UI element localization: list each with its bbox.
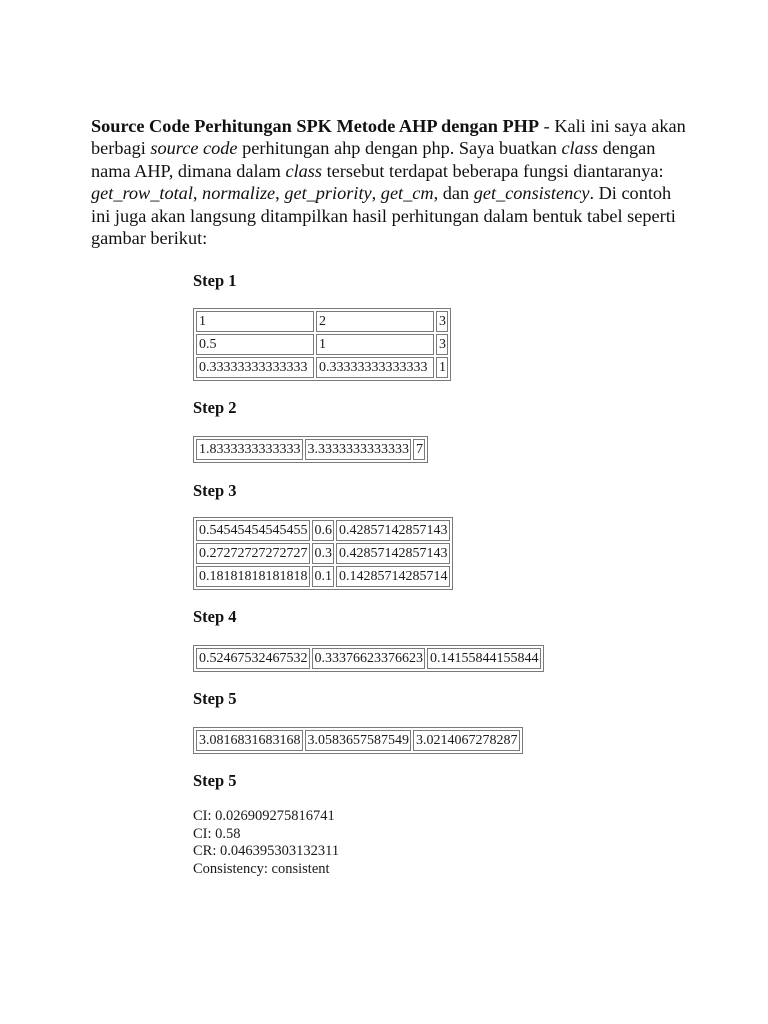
intro-fn-normalize: normalize xyxy=(202,183,276,204)
table-cell: 2 xyxy=(316,311,434,332)
intro-separator: - xyxy=(539,116,555,136)
step-1-table xyxy=(193,308,451,381)
table-cell: 0.27272727272727 xyxy=(196,543,310,564)
table-cell: 7 xyxy=(413,439,425,460)
step-2-table xyxy=(193,436,428,463)
consistency-results xyxy=(193,808,339,878)
table-cell: 0.42857142857143 xyxy=(336,543,450,564)
table-cell: 0.14155844155844 xyxy=(427,648,541,669)
intro-text-4: tersebut terdapat beberapa fungsi diantaranya: xyxy=(322,160,664,181)
intro-text-3: dengan nama AHP, dimana dalam xyxy=(91,138,656,181)
table-cell: 1 xyxy=(196,311,314,332)
intro-term-class-1: class xyxy=(561,138,598,159)
table-cell: 0.1 xyxy=(312,566,335,587)
table-row xyxy=(196,311,448,332)
intro-text-2: perhitungan ahp dengan php. Saya buatkan xyxy=(237,138,562,159)
table-cell: 0.14285714285714 xyxy=(336,566,450,587)
table-row xyxy=(196,520,450,541)
table-row xyxy=(196,439,425,460)
ri-line: CI: 0.58 xyxy=(193,825,241,842)
intro-text-1: Kali ini saya akan berbagi xyxy=(91,116,686,159)
table-cell: 3.0583657587549 xyxy=(305,730,412,751)
table-cell: 1 xyxy=(316,334,434,355)
intro-fn-get-priority: get_priority xyxy=(284,183,372,204)
intro-fn-get-row-total: get_row_total xyxy=(91,183,193,204)
step-2-heading: Step 2 xyxy=(193,398,237,417)
table-cell: 0.33376623376623 xyxy=(312,648,426,669)
intro-comma-1: , xyxy=(192,183,203,204)
table-cell: 0.3 xyxy=(312,543,335,564)
consistency-line: Consistency: consistent xyxy=(193,860,330,877)
table-cell: 0.6 xyxy=(312,520,335,541)
table-cell: 3.0816831683168 xyxy=(196,730,303,751)
table-cell: 0.5 xyxy=(196,334,314,355)
table-cell: 3 xyxy=(436,311,448,332)
step-1-heading: Step 1 xyxy=(193,271,237,290)
step-5-table xyxy=(193,727,523,754)
table-cell: 0.42857142857143 xyxy=(336,520,450,541)
table-cell: 1 xyxy=(436,357,448,378)
intro-title: Source Code Perhitungan SPK Metode AHP dengan PHP xyxy=(91,116,540,136)
table-cell: 0.33333333333333 xyxy=(196,357,314,378)
step-5-heading: Step 5 xyxy=(193,689,237,708)
table-row xyxy=(196,730,520,751)
intro-fn-get-consistency: get_consistency xyxy=(473,183,590,204)
table-row xyxy=(196,357,448,378)
step-3-heading: Step 3 xyxy=(193,481,237,500)
table-row xyxy=(196,334,448,355)
table-row xyxy=(196,543,450,564)
table-row xyxy=(196,566,450,587)
table-cell: 3.3333333333333 xyxy=(305,439,412,460)
step-4-table xyxy=(193,645,544,672)
intro-paragraph xyxy=(91,115,691,249)
cr-line: CR: 0.046395303132311 xyxy=(193,843,340,860)
table-cell: 0.52467532467532 xyxy=(196,648,310,669)
ci-line: CI: 0.026909275816741 xyxy=(193,808,335,824)
intro-fn-get-cm: get_cm xyxy=(380,183,434,204)
intro-term-source-code: source code xyxy=(150,138,238,159)
intro-term-class-2: class xyxy=(285,160,323,181)
table-cell: 0.18181818181818 xyxy=(196,566,310,587)
intro-comma-3: , xyxy=(371,183,381,204)
table-cell: 1.8333333333333 xyxy=(196,439,303,460)
intro-comma-4: , dan xyxy=(433,183,474,204)
table-cell: 0.54545454545455 xyxy=(196,520,310,541)
table-row xyxy=(196,648,541,669)
step-4-heading: Step 4 xyxy=(193,607,237,626)
final-step-heading: Step 5 xyxy=(193,771,237,790)
intro-text-5: . Di contoh ini juga akan langsung ditampilkan hasil perhitungan dalam bentuk tabel seperti gambar berikut: xyxy=(91,183,676,249)
step-3-table xyxy=(193,517,453,590)
intro-comma-2: , xyxy=(275,183,285,204)
table-cell: 0.33333333333333 xyxy=(316,357,434,378)
table-cell: 3 xyxy=(436,334,448,355)
table-cell: 3.0214067278287 xyxy=(413,730,520,751)
